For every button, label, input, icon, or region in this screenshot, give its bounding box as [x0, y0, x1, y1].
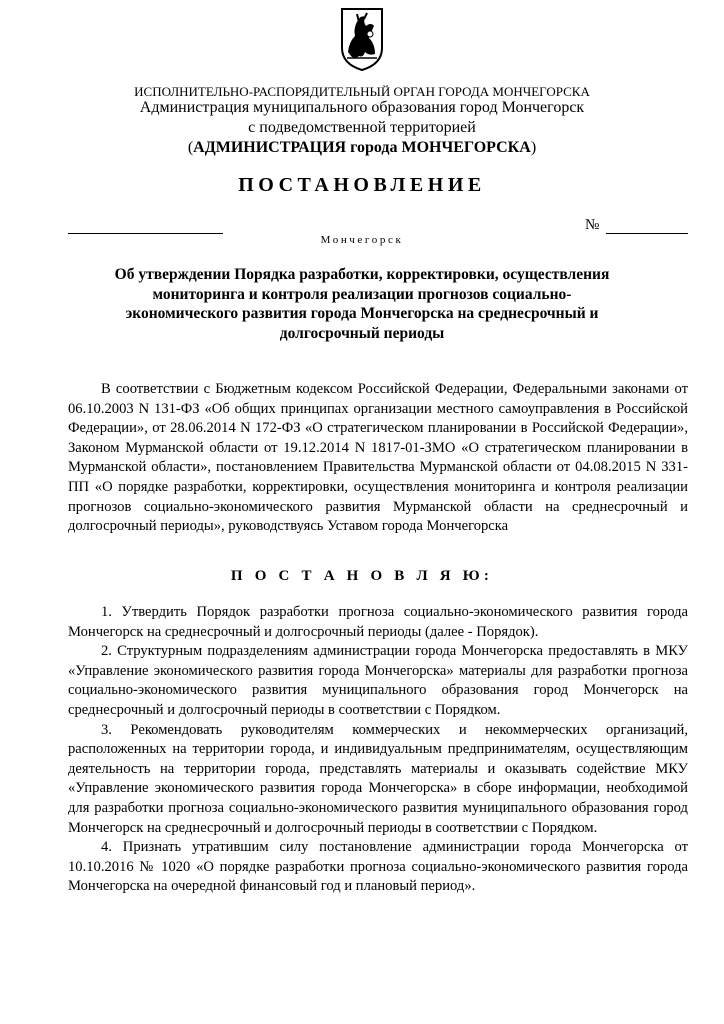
administration-short-name: (АДМИНИСТРАЦИЯ города МОНЧЕГОРСКА): [187, 139, 537, 156]
decree-item-4: 4. Признать утратившим силу постановление администрации города Мончегорска от 10.10.2016 № 1020 «О порядке разработки прогноза социально-экономического развития города Мончегорска на очередной финансовый год и плановый период».: [68, 839, 688, 895]
decree-item-1: 1. Утвердить Порядок разработки прогноза социально-экономического развития города Мончегорск на среднесрочный и долгосрочный периоды (далее - Порядок).: [68, 604, 688, 640]
preamble-block: [68, 380, 688, 537]
decree-heading: П О С Т А Н О В Л Я Ю:: [230, 568, 494, 584]
administration-line: Администрация муниципального образования город Мончегорск: [139, 99, 585, 116]
decree-items: [68, 603, 688, 897]
document-type-title: ПОСТАНОВЛЕНИЕ: [238, 174, 486, 196]
territory-line: с подведомственной территорией: [248, 119, 476, 136]
decree-item-2: 2. Структурным подразделениям администрации города Мончегорска предоставлять в МКУ «Управление экономического развития города Мончегорска» материалы для разработки прогноза социально-экономического развития муниципального образования город Мончегорск на среднесрочный и долгосрочный периоды в соответствии с Порядком.: [68, 643, 688, 718]
preamble-paragraph: В соответствии с Бюджетным кодексом Российской Федерации, Федеральными законами от 06.10.2003 N 131-ФЗ «Об общих принципах организации местного самоуправления в Российской Федерации», от 28.06.2014 N 172-ФЗ «О стратегическом планировании в Российской Федерации», Законом Мурманской области от 19.12.2014 N 1817-01-ЗМО «О стратегическом планировании в Мурманской области», постановлением Правительства Мурманской области от 04.08.2015 N 331-ПП «О порядке разработки, корректировки, осуществления мониторинга и контроля реализации прогнозов социально-экономического развития Мурманской области на среднесрочный и долгосрочный периоды», руководствуясь Уставом города Мончегорска: [68, 381, 688, 535]
city-coat-of-arms-icon: [339, 6, 385, 72]
decree-item-3: 3. Рекомендовать руководителям коммерческих и некоммерческих организаций, расположенных на территории города, и индивидуальным предпринимателям, осуществляющим деятельность на территории города, представлять материалы и оказывать содействие МКУ «Управление экономического развития города Мончегорска» в сборе информации, необходимой для разработки прогноза социально-экономического развития муниципального образования город Мончегорск на среднесрочный и долгосрочный периоды в соответствии с Порядком.: [68, 721, 688, 836]
org-header-line: ИСПОЛНИТЕЛЬНО-РАСПОРЯДИТЕЛЬНЫЙ ОРГАН ГОРОДА МОНЧЕГОРСКА: [134, 84, 590, 99]
administration-short-name-text: АДМИНИСТРАЦИЯ города МОНЧЕГОРСКА: [193, 139, 531, 156]
number-label: №: [585, 217, 600, 233]
city-name: Мончегорск: [320, 234, 404, 246]
document-subject: Об утверждении Порядка разработки, корректировки, осуществления мониторинга и контроля реализации прогнозов социально-экономического развития города Мончегорска на среднесрочный и долгосрочный периоды: [114, 266, 610, 342]
